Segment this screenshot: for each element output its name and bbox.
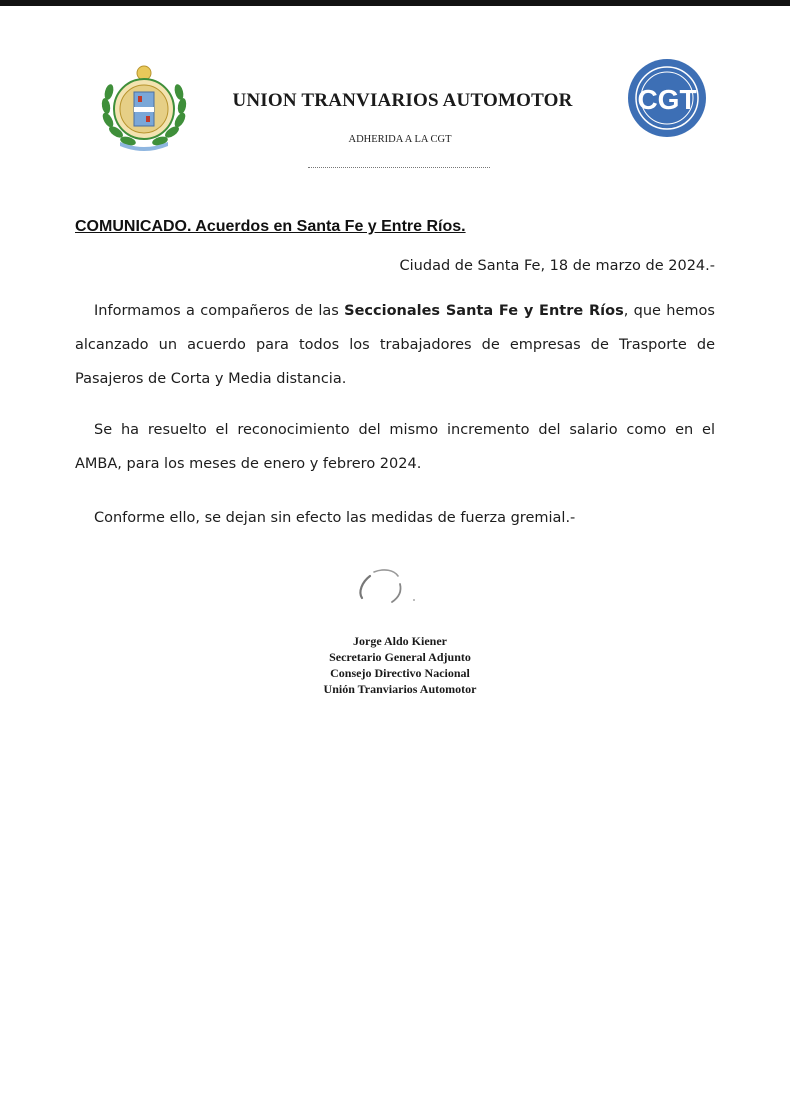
communique-subject: COMUNICADO. Acuerdos en Santa Fe y Entre Ríos. xyxy=(75,218,466,235)
affiliation-line: ADHERIDA A LA CGT xyxy=(348,134,452,145)
paragraph-salary: Se ha resuelto el reconocimiento del mismo incremento del salario como en el AMBA, para los meses de enero y febrero 2024. xyxy=(75,422,715,472)
handwritten-signature xyxy=(352,564,432,610)
signature-block xyxy=(240,633,560,697)
top-border xyxy=(0,0,790,6)
sections-bold: Seccionales Santa Fe y Entre Ríos xyxy=(344,303,624,319)
paragraph-agreement-intro: Informamos a compañeros de las xyxy=(94,303,345,319)
signer-union: Unión Tranviarios Automotor xyxy=(323,682,477,696)
paragraph-agreement xyxy=(75,294,715,396)
paragraph-agreement-rest: , que hemos alcanzado un acuerdo para todos los trabajadores de empresas de Trasporte de Pasajeros de Corta y Media distancia. xyxy=(75,303,715,387)
uta-emblem-logo xyxy=(98,62,190,154)
signer-body: Consejo Directivo Nacional xyxy=(330,666,470,680)
date-line: Ciudad de Santa Fe, 18 de marzo de 2024.- xyxy=(399,258,715,274)
organization-name: UNION TRANVIARIOS AUTOMOTOR xyxy=(232,90,573,111)
cgt-logo-text: CGT xyxy=(637,84,697,115)
dotted-separator xyxy=(308,167,490,168)
paragraph-measures: Conforme ello, se dejan sin efecto las medidas de fuerza gremial.- xyxy=(94,510,576,526)
signer-role: Secretario General Adjunto xyxy=(329,650,471,664)
cgt-logo xyxy=(622,58,712,138)
signer-name: Jorge Aldo Kiener xyxy=(353,634,447,648)
